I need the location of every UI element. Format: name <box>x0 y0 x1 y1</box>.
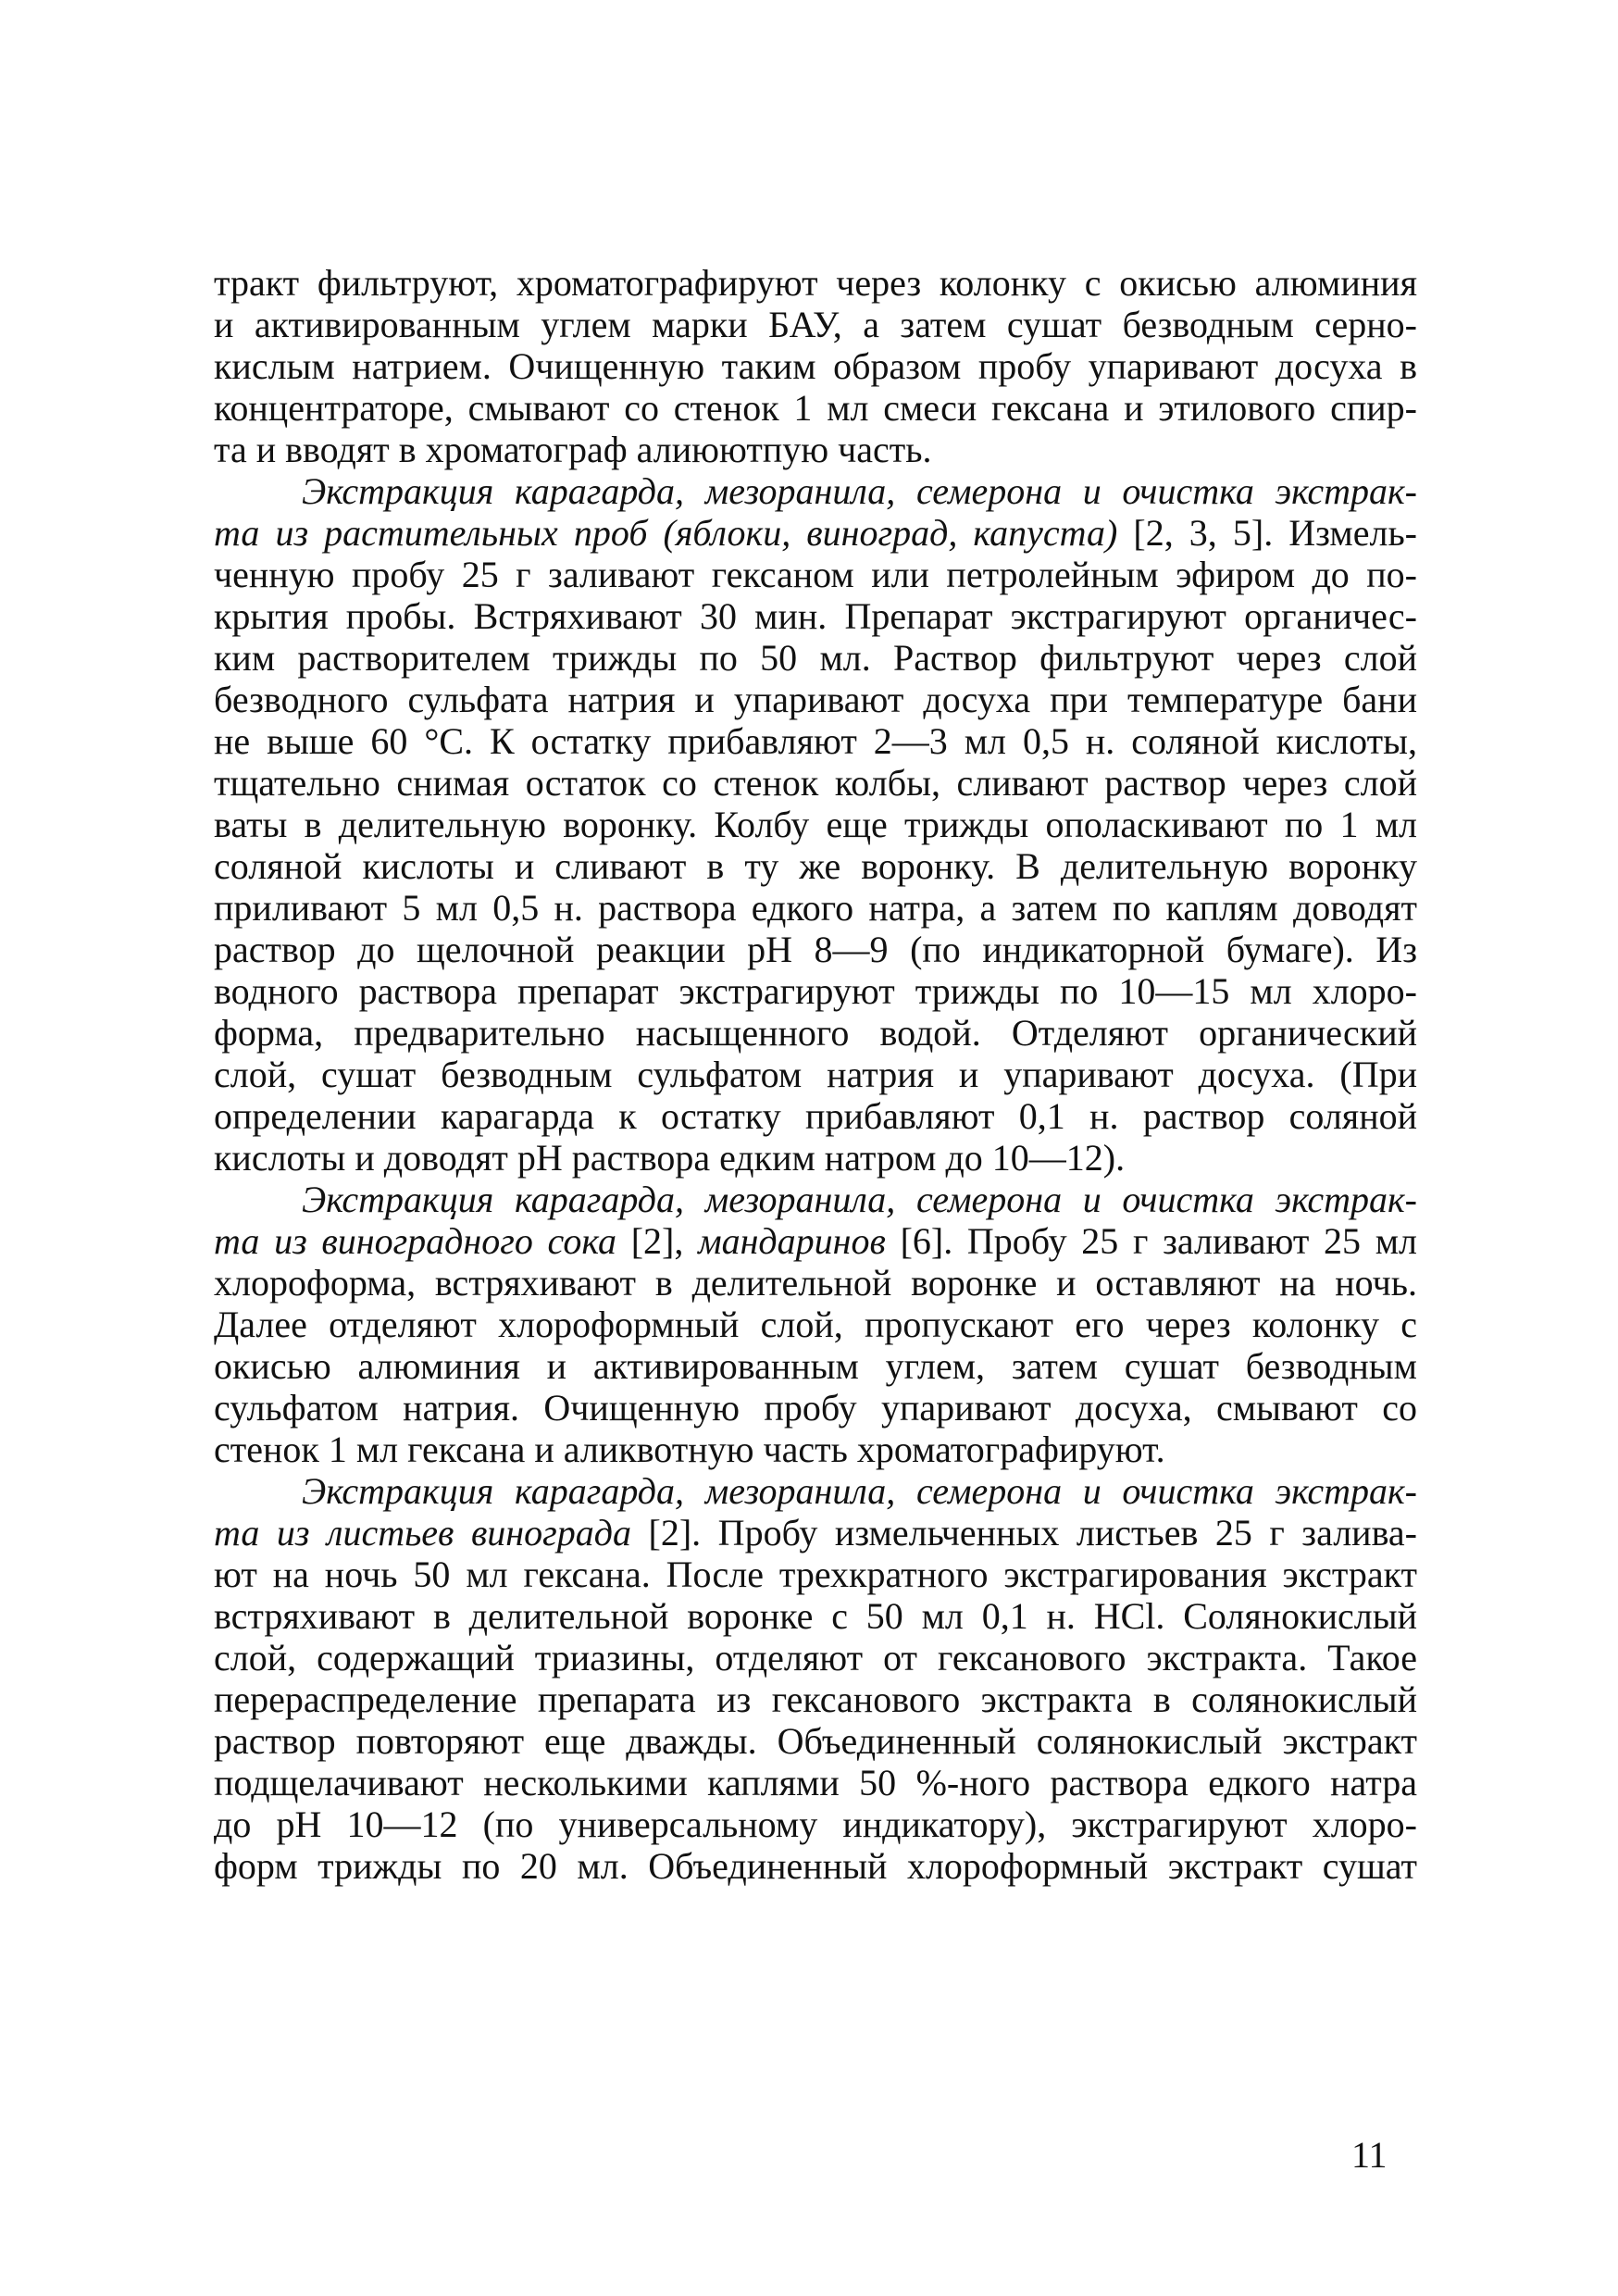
text-run: водного раствора препарат экстрагируют трижды по 10—15 мл хлоро- <box>214 970 1417 1012</box>
italic-heading-run: Экстракция карагарда, мезоранила, семерона и очистка экстрак- <box>302 1470 1417 1512</box>
text-line <box>214 1845 1417 1887</box>
text-run: до рН 10—12 (по универсальному индикатору), экстрагируют хлоро- <box>214 1803 1417 1845</box>
text-run: подщелачивают несколькими каплями 50 %-ного раствора едкого натра <box>214 1762 1417 1803</box>
text-line <box>214 1304 1417 1345</box>
text-run: [6]. Пробу 25 г заливают 25 мл <box>885 1220 1417 1262</box>
text-line <box>214 1345 1417 1387</box>
italic-heading-run: та из листьев винограда <box>214 1512 631 1554</box>
italic-heading-run: Экстракция карагарда, мезоранила, семерона и очистка экстрак- <box>302 1179 1417 1220</box>
text-run: соляной кислоты и сливают в ту же воронку. В делительную воронку <box>214 845 1417 887</box>
text-run: определении карагарда к остатку прибавляют 0,1 н. раствор соляной <box>214 1095 1417 1137</box>
text-run: форма, предварительно насыщенного водой. Отделяют органический <box>214 1012 1417 1054</box>
text-run: встряхивают в делительной воронке с 50 мл 0,1 н. НСl. Солянокислый <box>214 1595 1417 1637</box>
text-line <box>214 804 1417 845</box>
text-line <box>214 262 1417 304</box>
text-line <box>214 1637 1417 1678</box>
text-line <box>214 1762 1417 1803</box>
text-line <box>214 1054 1417 1095</box>
text-line <box>214 1179 1417 1220</box>
text-run: хлороформа, встряхивают в делительной воронке и оставляют на ночь. <box>214 1262 1417 1304</box>
text-run: ют на ночь 50 мл гексана. После трехкратного экстрагирования экстракт <box>214 1554 1417 1595</box>
text-run: приливают 5 мл 0,5 н. раствора едкого натра, а затем по каплям доводят <box>214 887 1417 929</box>
text-run: форм трижды по 20 мл. Объединенный хлороформный экстракт сушат <box>214 1845 1417 1887</box>
text-run: Далее отделяют хлороформный слой, пропускают его через колонку с <box>214 1304 1417 1345</box>
paragraph-grape-juice <box>214 1179 1417 1470</box>
text-line <box>214 1720 1417 1762</box>
text-run: та и вводят в хроматограф алиюютпую часть. <box>214 429 932 470</box>
page-number: 11 <box>1351 2134 1388 2176</box>
text-run: стенок 1 мл гексана и аликвотную часть хроматографируют. <box>214 1429 1165 1470</box>
text-line <box>214 1220 1417 1262</box>
text-line <box>214 1595 1417 1637</box>
italic-heading-run: та из виноградного сока <box>214 1220 617 1262</box>
text-line <box>214 1678 1417 1720</box>
text-run: раствор до щелочной реакции рН 8—9 (по индикаторной бумаге). Из <box>214 929 1417 970</box>
text-run: слой, сушат безводным сульфатом натрия и упаривают досуха. (При <box>214 1054 1417 1095</box>
text-run: кислоты и доводят рН раствора едким натром до 10—12). <box>214 1137 1126 1179</box>
text-run: тщательно снимая остаток со стенок колбы, сливают раствор через слой <box>214 762 1417 804</box>
text-line <box>214 1012 1417 1054</box>
text-run: [2, 3, 5]. Измель- <box>1117 512 1418 554</box>
text-line <box>214 304 1417 345</box>
text-run: сульфатом натрия. Очищенную пробу упаривают досуха, смывают со <box>214 1387 1417 1429</box>
text-line <box>214 1512 1417 1554</box>
text-line <box>214 345 1417 387</box>
paragraph-plant-samples <box>214 470 1417 1179</box>
paragraph-continuation <box>214 262 1417 470</box>
text-line <box>214 679 1417 720</box>
text-line <box>214 1429 1417 1470</box>
text-line <box>214 1470 1417 1512</box>
text-run: слой, содержащий триазины, отделяют от гексанового экстракта. Такое <box>214 1637 1417 1678</box>
text-line <box>214 845 1417 887</box>
text-line <box>214 1095 1417 1137</box>
text-line <box>214 470 1417 512</box>
text-line <box>214 595 1417 637</box>
text-line <box>214 1262 1417 1304</box>
text-line <box>214 887 1417 929</box>
text-line <box>214 1387 1417 1429</box>
text-run: ченную пробу 25 г заливают гексаном или петролейным эфиром до по- <box>214 554 1417 595</box>
text-line <box>214 762 1417 804</box>
text-run: крытия пробы. Встряхивают 30 мин. Препарат экстрагируют органичес- <box>214 595 1417 637</box>
text-run: концентраторе, смывают со стенок 1 мл смеси гексана и этилового спир- <box>214 387 1417 429</box>
italic-heading-run: Экстракция карагарда, мезоранила, семерона и очистка экстрак- <box>302 470 1417 512</box>
paragraph-grape-leaves <box>214 1470 1417 1887</box>
text-run: перераспределение препарата из гексанового экстракта в солянокислый <box>214 1678 1417 1720</box>
text-line <box>214 1554 1417 1595</box>
text-run: [2]. Пробу измельченных листьев 25 г залива- <box>631 1512 1418 1554</box>
text-line <box>214 512 1417 554</box>
text-run: раствор повторяют еще дважды. Объединенный солянокислый экстракт <box>214 1720 1417 1762</box>
text-run: ким растворителем трижды по 50 мл. Раствор фильтруют через слой <box>214 637 1417 679</box>
text-line <box>214 970 1417 1012</box>
italic-heading-run: та из растительных проб (яблоки, виноград, капуста) <box>214 512 1118 554</box>
text-line <box>214 929 1417 970</box>
text-run: безводного сульфата натрия и упаривают досуха при температуре бани <box>214 679 1417 720</box>
page-body <box>214 262 1417 1887</box>
text-line <box>214 1137 1417 1179</box>
text-run: тракт фильтруют, хроматографируют через колонку с окисью алюминия <box>214 262 1417 304</box>
text-run: окисью алюминия и активированным углем, затем сушат безводным <box>214 1345 1417 1387</box>
text-run: [2], <box>616 1220 699 1262</box>
text-line <box>214 387 1417 429</box>
text-run: кислым натрием. Очищенную таким образом пробу упаривают досуха в <box>214 345 1417 387</box>
text-line <box>214 429 1417 470</box>
text-line <box>214 554 1417 595</box>
text-run: не выше 60 °С. К остатку прибавляют 2—3 мл 0,5 н. соляной кислоты, <box>214 720 1417 762</box>
text-run: ваты в делительную воронку. Колбу еще трижды ополаскивают по 1 мл <box>214 804 1417 845</box>
text-line <box>214 637 1417 679</box>
text-line <box>214 720 1417 762</box>
italic-heading-run: мандаринов <box>698 1220 886 1262</box>
text-line <box>214 1803 1417 1845</box>
text-run: и активированным углем марки БАУ, а затем сушат безводным серно- <box>214 304 1417 345</box>
